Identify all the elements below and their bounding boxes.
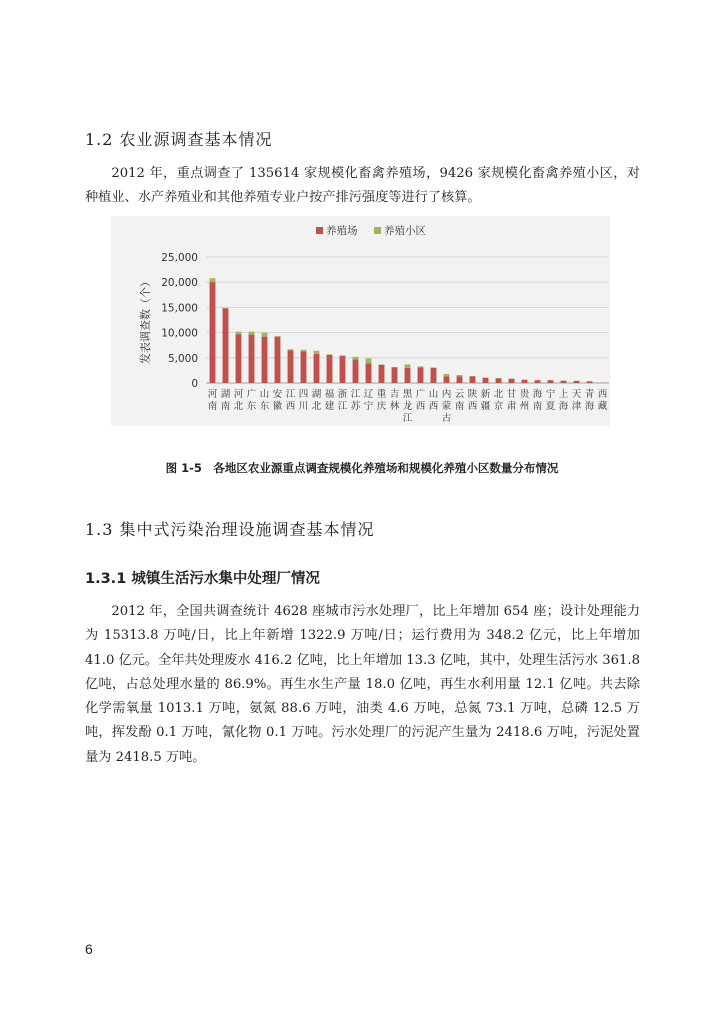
x-tick-label: 广东 [246, 389, 257, 412]
bar-segment [327, 354, 333, 355]
y-tick-label: 25,000 [161, 252, 198, 264]
bar-segment [470, 376, 476, 383]
bar-segment [223, 308, 229, 383]
bar-segment [483, 378, 489, 383]
x-tick-label: 四川 [298, 389, 309, 412]
stacked-bar-chart [111, 216, 610, 426]
x-tick-label: 湖北 [311, 389, 322, 412]
bar-segment [509, 378, 515, 379]
bar-segment [470, 376, 476, 377]
bar-segment [262, 337, 268, 383]
bar-segment [366, 363, 372, 383]
section-paragraph-1-2: 2012 年，重点调查了 135614 家规模化畜禽养殖场，9426 家规模化畜禽养殖小区，对种植业、水产养殖业和其他养殖专业户按产排污强度等进行了核算。 [85, 166, 640, 206]
section-heading-1-3: 1.3 集中式污染治理设施调查基本情况 [85, 520, 375, 539]
x-tick-label: 广西 [415, 389, 426, 412]
bar-segment [379, 365, 385, 383]
bar-segment [483, 377, 489, 378]
bar-segment [392, 367, 398, 368]
bar-segment [548, 380, 554, 383]
y-tick-label: 10,000 [161, 327, 198, 340]
bar-segment [431, 367, 437, 368]
bar-segment [210, 278, 216, 282]
bar-segment [327, 355, 333, 383]
x-tick-label: 河北 [233, 389, 244, 412]
bar-segment [405, 368, 411, 383]
bar-segment [314, 354, 320, 383]
x-tick-label: 陕西 [467, 389, 478, 412]
x-tick-label: 上海 [558, 389, 569, 412]
x-tick-label: 山东 [259, 389, 270, 412]
x-tick-label: 甘肃 [506, 389, 517, 412]
x-tick-label: 黑龙江 [402, 389, 413, 424]
bar-segment [522, 379, 528, 380]
x-tick-label: 内蒙古 [441, 389, 452, 424]
bar-segment [574, 381, 580, 383]
bar-segment [210, 282, 216, 383]
x-tick-label: 北京 [493, 389, 504, 412]
legend-swatch [374, 227, 381, 234]
x-tick-label: 江苏 [350, 389, 361, 412]
bar-segment [275, 336, 281, 337]
page-number: 6 [85, 941, 93, 957]
x-tick-label: 江西 [285, 389, 296, 412]
section-heading-1-2: 1.2 农业源调查基本情况 [85, 130, 273, 149]
section-paragraph-1-3-1: 2012 年，全国共调查统计 4628 座城市污水处理厂，比上年增加 654 座；设计处理能力为 15313.8 万吨/日，比上年新增 1322.9 万吨/日；运行费用为 348.2 亿元，比上年增加 41.0 亿元。全年共处理废水 416.2 亿吨，比上年增加 13.3 亿吨，其中，处理生活污水 361.8 亿吨，占总处理水量的 86.9%。再生水生产量 18.0 亿吨，再生水利用量 12.1 亿吨。共去除化学需氧量 1013.1 万吨，氨氮 88.6 万吨，油类 4.6 万吨，总氮 73.1 万吨，总磷 12.5 万吨，挥发酚 0.1 万吨，氰化物 0.1 万吨。污水处理厂的污泥产生量为 2418.6 万吨，污泥处置量为 2418.5 万吨。 [85, 604, 641, 765]
bar-segment [340, 356, 346, 383]
bar-segment [496, 378, 502, 383]
bar-segment [418, 367, 424, 383]
y-tick-label: 15,000 [161, 302, 198, 315]
bar-segment [236, 332, 242, 335]
x-tick-label: 河南 [207, 389, 218, 412]
y-axis-label: 发表调查数（个） [139, 276, 152, 364]
y-tick-label: 0 [191, 378, 198, 390]
x-tick-label: 西藏 [597, 389, 608, 412]
bar-segment [353, 357, 359, 360]
bar-segment [314, 351, 320, 354]
section-heading-1-3-1: 1.3.1 城镇生活污水集中处理厂情况 [85, 571, 320, 587]
x-tick-label: 宁夏 [545, 389, 556, 412]
bar-segment [522, 380, 528, 383]
bar-segment [535, 380, 541, 383]
legend-swatch [316, 227, 323, 234]
bar-segment [379, 364, 385, 365]
bar-segment [457, 376, 463, 383]
bar-segment [392, 367, 398, 383]
x-tick-label: 新疆 [480, 389, 491, 412]
x-tick-label: 天津 [571, 389, 582, 412]
legend-label: 养殖场 [326, 225, 358, 237]
x-tick-label: 福建 [324, 389, 335, 412]
bar-segment [340, 355, 346, 356]
y-tick-label: 5,000 [167, 352, 198, 365]
bar-segment [353, 359, 359, 383]
x-tick-label: 湖南 [220, 389, 231, 412]
bar-segment [301, 350, 307, 352]
x-tick-label: 云南 [454, 389, 465, 412]
bar-segment [275, 337, 281, 383]
bar-segment [444, 376, 450, 383]
figure-caption: 图 1-5 各地区农业源重点调查规模化养殖场和规模化养殖小区数量分布情况 [165, 461, 559, 475]
bar-segment [496, 378, 502, 379]
bar-segment [236, 334, 242, 383]
chart-container [111, 216, 610, 426]
bar-segment [587, 381, 593, 383]
bar-segment [223, 308, 229, 309]
bar-segment [405, 364, 411, 368]
bar-segment [444, 374, 450, 377]
x-tick-label: 辽宁 [363, 389, 374, 412]
bar-segment [561, 381, 567, 383]
bar-segment [288, 349, 294, 350]
bar-segment [249, 332, 255, 335]
bar-segment [509, 379, 515, 383]
bar-segment [457, 375, 463, 377]
x-tick-label: 贵州 [519, 389, 530, 412]
bar-segment [301, 351, 307, 383]
bar-segment [262, 333, 268, 337]
bar-segment [288, 350, 294, 383]
bar-segment [249, 335, 255, 383]
x-tick-label: 吉林 [389, 389, 400, 412]
x-tick-label: 青海 [584, 389, 595, 412]
x-tick-label: 海南 [532, 389, 543, 412]
bar-segment [418, 366, 424, 367]
bar-segment [431, 368, 437, 383]
legend-label: 养殖小区 [384, 225, 426, 237]
x-tick-label: 安徽 [272, 389, 283, 412]
x-tick-label: 浙江 [337, 389, 348, 412]
bar-segment [366, 358, 372, 363]
x-tick-label: 重庆 [376, 389, 387, 412]
y-tick-label: 20,000 [161, 277, 198, 290]
x-tick-label: 山西 [428, 389, 439, 412]
